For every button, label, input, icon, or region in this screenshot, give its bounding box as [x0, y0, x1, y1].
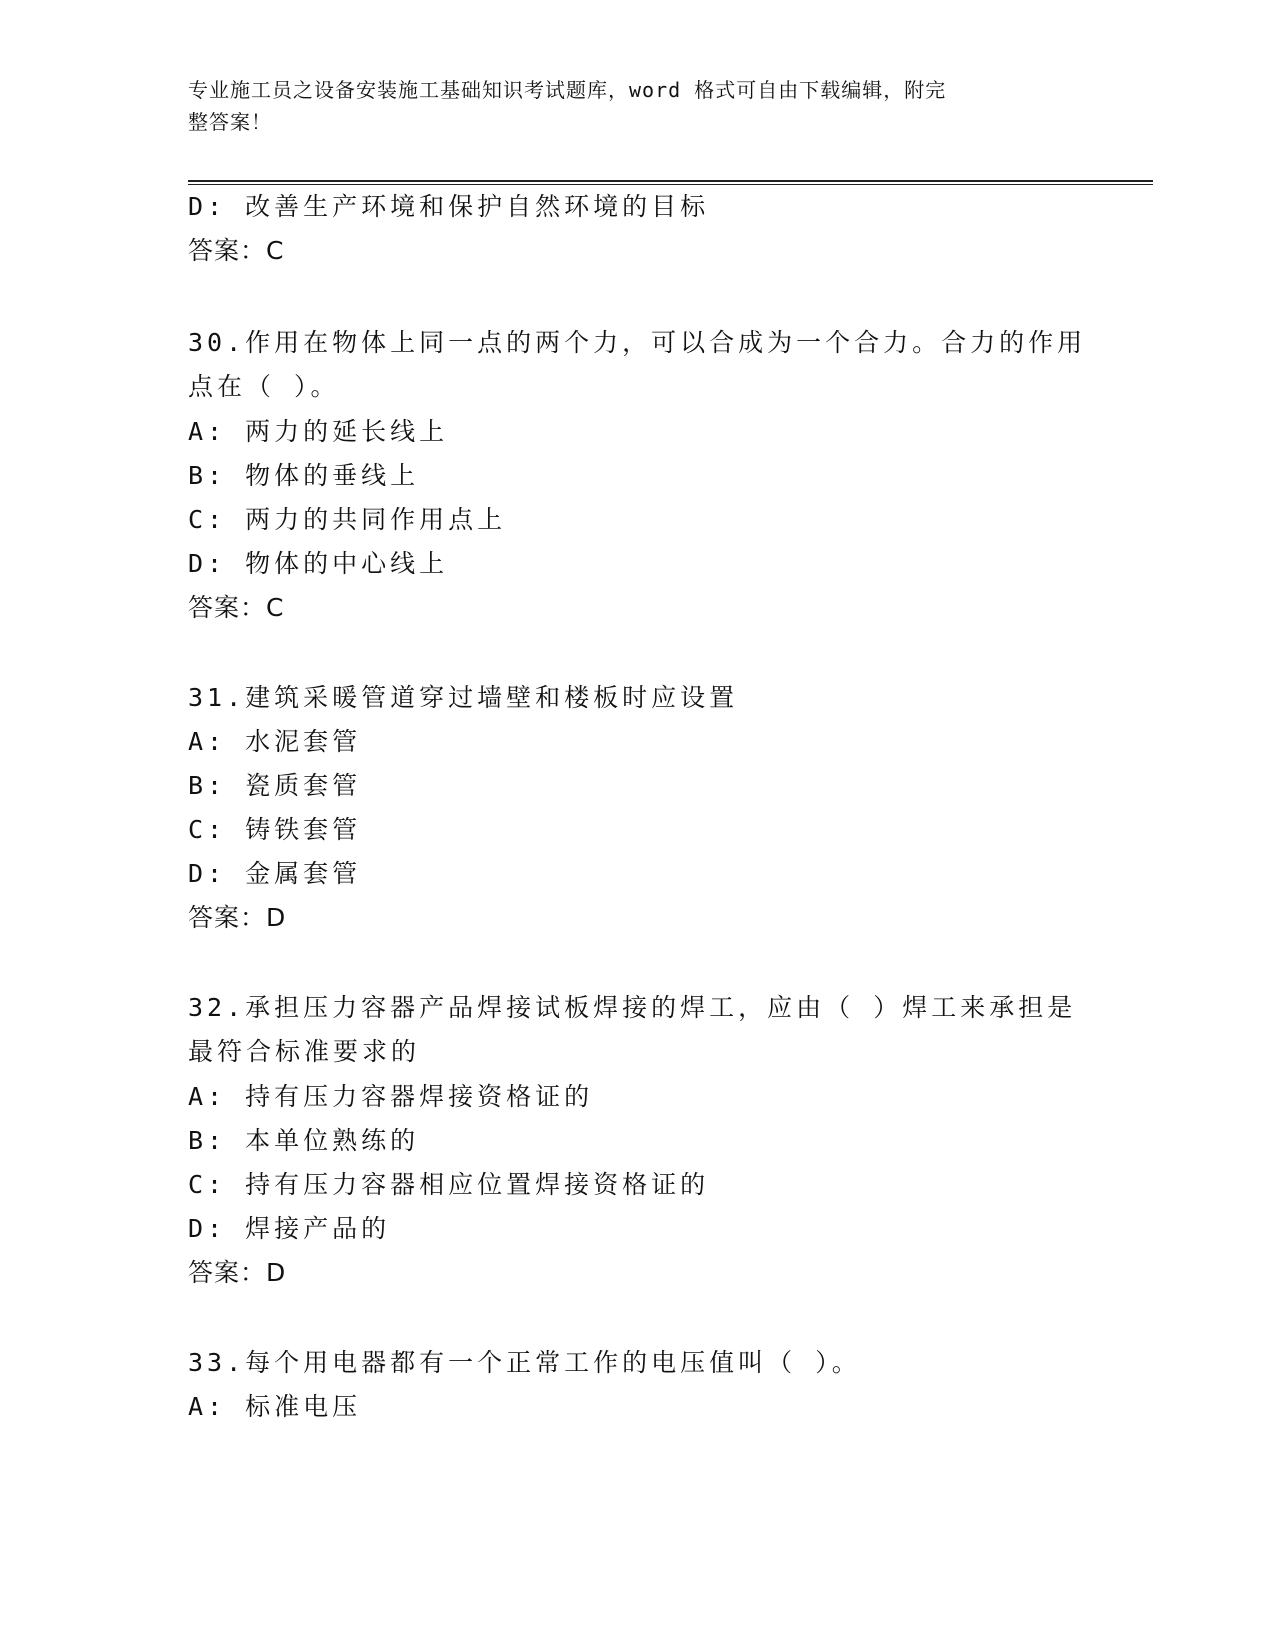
option-b: B: 物体的垂线上: [188, 461, 420, 490]
option-a: A: 标准电压: [188, 1392, 362, 1421]
option-c: C: 持有压力容器相应位置焊接资格证的: [188, 1170, 710, 1199]
question-32-text: 32.承担压力容器产品焊接试板焊接的焊工，应由（ ）焊工来承担是: [188, 993, 1077, 1022]
header-rule-thin: [188, 184, 1153, 185]
option-a: A: 水泥套管: [188, 727, 362, 756]
answer: 答案：D: [188, 1258, 287, 1287]
option-d: D: 物体的中心线上: [188, 549, 449, 578]
question-32-text-cont: 最符合标准要求的: [188, 1037, 421, 1066]
option-b: B: 本单位熟练的: [188, 1126, 420, 1155]
answer: 答案：C: [188, 593, 285, 622]
answer: 答案：C: [188, 236, 285, 265]
header-line-1: 专业施工员之设备安装施工基础知识考试题库，word 格式可自由下载编辑，附完: [188, 78, 947, 102]
option-d: D: 改善生产环境和保护自然环境的目标: [188, 192, 710, 221]
question-30-text-cont: 点在（ ）。: [188, 372, 340, 401]
header-rule-thick: [188, 180, 1153, 182]
option-c: C: 铸铁套管: [188, 815, 362, 844]
answer: 答案：D: [188, 903, 287, 932]
option-a: A: 持有压力容器焊接资格证的: [188, 1082, 594, 1111]
option-d: D: 焊接产品的: [188, 1214, 391, 1243]
question-33-text: 33.每个用电器都有一个正常工作的电压值叫（ ）。: [188, 1348, 861, 1377]
option-c: C: 两力的共同作用点上: [188, 505, 507, 534]
option-a: A: 两力的延长线上: [188, 417, 449, 446]
option-b: B: 瓷质套管: [188, 771, 362, 800]
question-30-text: 30.作用在物体上同一点的两个力，可以合成为一个合力。合力的作用: [188, 328, 1087, 357]
question-31-text: 31.建筑采暖管道穿过墙壁和楼板时应设置: [188, 683, 739, 712]
header-line-2: 整答案！: [188, 110, 272, 134]
page-header: [188, 74, 1068, 138]
option-d: D: 金属套管: [188, 859, 362, 888]
